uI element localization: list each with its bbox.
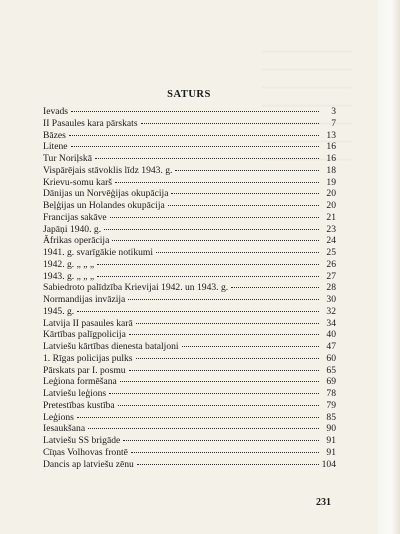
dot-leader bbox=[168, 197, 319, 206]
toc-entry-page: 34 bbox=[326, 317, 336, 329]
toc-entry-label: II Pasaules kara pārskats bbox=[43, 117, 138, 129]
dot-leader bbox=[171, 185, 319, 194]
toc-entry-label: Japāņi 1940. g. bbox=[43, 223, 102, 235]
toc-entry-page: 69 bbox=[326, 376, 336, 388]
toc-entry-label: Latviešu SS brigāde bbox=[43, 435, 121, 446]
toc-entry-page: 40 bbox=[326, 329, 336, 341]
dot-leader bbox=[115, 174, 319, 183]
dot-leader bbox=[156, 244, 319, 253]
toc-entry-label: Latvija II pasaules karā bbox=[43, 317, 133, 329]
dot-leader bbox=[77, 303, 319, 312]
dot-leader bbox=[104, 221, 319, 230]
toc-entry-label: Kārtības palīgpolicija bbox=[43, 329, 126, 341]
toc-entry-page: 23 bbox=[326, 223, 336, 235]
dot-leader bbox=[109, 385, 319, 394]
toc-entry-page: 25 bbox=[326, 247, 336, 258]
toc-entry-page: 78 bbox=[326, 388, 336, 399]
table-of-contents bbox=[43, 105, 336, 469]
toc-entry-label: Sabiedroto palīdzība Krievijai 1942. un 1943. g. bbox=[43, 282, 229, 294]
toc-entry-label: Beļģijas un Holandes okupācija bbox=[43, 200, 165, 211]
dot-leader bbox=[95, 150, 319, 159]
dot-leader bbox=[118, 397, 319, 406]
toc-entry-page: 21 bbox=[326, 211, 336, 223]
toc-entry-label: 1945. g. bbox=[43, 305, 75, 317]
toc-entry-page: 85 bbox=[326, 411, 336, 423]
dot-leader bbox=[231, 279, 319, 288]
toc-entry-page: 65 bbox=[326, 364, 336, 376]
dot-leader bbox=[136, 315, 319, 324]
toc-entry-page: 20 bbox=[326, 188, 336, 200]
toc-entry-page: 24 bbox=[326, 235, 336, 247]
dot-leader bbox=[137, 456, 319, 465]
toc-entry-label: Latviešu kārtības dienesta bataljoni bbox=[43, 341, 179, 352]
toc-entry-label: 1. Rīgas policijas pulks bbox=[43, 352, 133, 364]
toc-entry-page: 30 bbox=[326, 294, 336, 305]
dot-leader bbox=[97, 268, 319, 277]
toc-entry-label: Tur Noriļskā bbox=[43, 153, 92, 164]
toc-entry-page: 7 bbox=[331, 117, 336, 129]
toc-entry-page: 27 bbox=[326, 270, 336, 282]
toc-entry-label: Leģions bbox=[43, 411, 74, 423]
dot-leader bbox=[69, 127, 319, 136]
toc-entry-label: Normandijas invāzija bbox=[43, 294, 126, 305]
dot-leader bbox=[129, 362, 319, 371]
toc-title: SATURS bbox=[167, 89, 211, 100]
dot-leader bbox=[120, 373, 319, 382]
dot-leader bbox=[141, 115, 319, 124]
dot-leader bbox=[123, 432, 319, 441]
toc-entry-label: Krievu-somu karš bbox=[43, 176, 113, 188]
toc-entry-label: Litene bbox=[43, 141, 68, 153]
dot-leader bbox=[71, 103, 319, 112]
toc-entry-page: 18 bbox=[326, 164, 336, 176]
toc-entry-page: 32 bbox=[326, 305, 336, 317]
toc-entry-label: Iesaukšana bbox=[43, 423, 86, 435]
toc-entry-label: Leģiona formēšana bbox=[43, 376, 117, 388]
toc-entry-label: Cīņas Volhovas frontē bbox=[43, 446, 128, 458]
toc-entry-label: 1943. g. „ „ „ bbox=[43, 270, 95, 282]
toc-entry-page: 19 bbox=[326, 176, 336, 188]
toc-entry-page: 16 bbox=[326, 141, 336, 153]
dot-leader bbox=[110, 209, 319, 218]
toc-entry-page: 91 bbox=[326, 446, 336, 458]
toc-entry-label: Francijas sakāve bbox=[43, 211, 107, 223]
toc-entry-page: 47 bbox=[326, 341, 336, 352]
toc-entry-label: Pārskats par I. posmu bbox=[43, 364, 126, 376]
dot-leader bbox=[77, 409, 319, 418]
toc-entry-page: 26 bbox=[326, 258, 336, 270]
toc-entry-label: 1941. g. svarīgākie notikumi bbox=[43, 247, 154, 258]
toc-entry-label: Dānijas un Norvēģijas okupācija bbox=[43, 188, 169, 200]
page-edge bbox=[378, 0, 400, 534]
dot-leader bbox=[112, 232, 319, 241]
dot-leader bbox=[131, 444, 319, 453]
dot-leader bbox=[97, 256, 319, 265]
dot-leader bbox=[182, 338, 319, 347]
toc-entry-page: 91 bbox=[326, 435, 336, 446]
toc-entry bbox=[43, 458, 336, 470]
toc-entry-label: Latviešu leģions bbox=[43, 388, 107, 399]
toc-entry-label: 1942. g. „ „ „ bbox=[43, 258, 95, 270]
toc-entry-label: Ievads bbox=[43, 106, 69, 117]
toc-entry-page: 16 bbox=[326, 153, 336, 164]
toc-entry-page: 90 bbox=[326, 423, 336, 435]
toc-entry-page: 79 bbox=[326, 399, 336, 411]
dot-leader bbox=[128, 291, 319, 300]
toc-entry-label: Pretestības kustība bbox=[43, 399, 115, 411]
dot-leader bbox=[175, 162, 319, 171]
toc-entry-label: Āfrikas operācija bbox=[43, 235, 110, 247]
dot-leader bbox=[71, 138, 319, 147]
toc-entry-page: 104 bbox=[321, 458, 336, 470]
dot-leader bbox=[88, 420, 319, 429]
dot-leader bbox=[136, 350, 319, 359]
toc-entry-page: 60 bbox=[326, 352, 336, 364]
toc-entry-page: 3 bbox=[331, 106, 336, 117]
page-number: 231 bbox=[316, 497, 331, 508]
dot-leader bbox=[129, 326, 319, 335]
toc-entry-page: 28 bbox=[326, 282, 336, 294]
toc-entry-label: Dancis ap latviešu zēnu bbox=[43, 458, 134, 470]
toc-entry-label: Bāzes bbox=[43, 129, 66, 141]
toc-entry-page: 13 bbox=[326, 129, 336, 141]
toc-entry-label: Vispārējais stāvoklis līdz 1943. g. bbox=[43, 164, 173, 176]
toc-entry-page: 20 bbox=[326, 200, 336, 211]
